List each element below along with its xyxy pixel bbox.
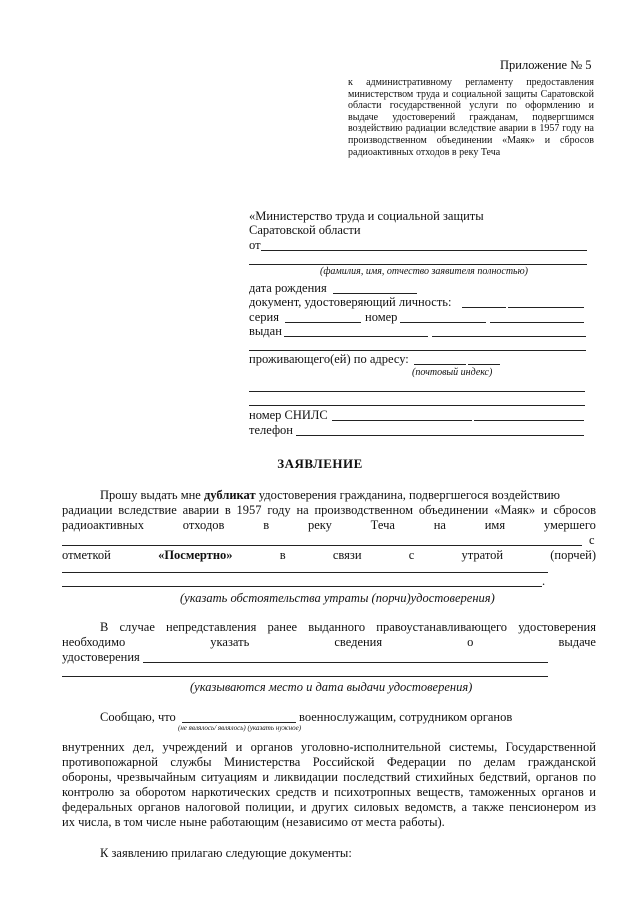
- series-label: серия: [249, 310, 279, 324]
- word: отходов: [182, 518, 225, 532]
- notify-start: Сообщаю, что: [100, 710, 176, 724]
- prior-line-2: [62, 635, 596, 650]
- request-line-5: [62, 548, 596, 563]
- word: умершего: [543, 518, 596, 532]
- name-blank-1[interactable]: [261, 250, 587, 251]
- addressee-line-2: Саратовской области: [249, 223, 361, 237]
- word: указать: [210, 635, 250, 649]
- loss-circumstances-field-1[interactable]: [62, 572, 548, 573]
- loss-hint: (указать обстоятельства утраты (порчи)удостоверения): [180, 591, 495, 605]
- c-word: с: [589, 533, 595, 547]
- status-field[interactable]: [182, 722, 296, 723]
- word: в: [279, 548, 286, 562]
- word: связи: [332, 548, 362, 562]
- request-line-1: [100, 488, 560, 503]
- word: утратой: [461, 548, 504, 562]
- postal-index-field-1[interactable]: [414, 364, 466, 365]
- postal-index-hint: (почтовый индекс): [412, 367, 493, 378]
- notify-line-1: внутренних дел, учреждений и органов уголовно-исполнительной системы, Государственной: [62, 740, 596, 754]
- document-title: ЗАЯВЛЕНИЕ: [277, 456, 363, 471]
- issued-label: выдан: [249, 324, 282, 338]
- posthumous-mark: «Посмертно»: [158, 548, 233, 562]
- issuance-info-field-2[interactable]: [62, 676, 548, 677]
- issued-field-2[interactable]: [432, 336, 586, 337]
- from-label: от: [249, 238, 261, 252]
- word: о: [467, 635, 474, 649]
- issuance-hint: (указываются место и дата выдачи удостоверения): [190, 680, 473, 694]
- birth-date-field[interactable]: [333, 293, 417, 294]
- snils-field-2[interactable]: [474, 420, 584, 421]
- name-hint: (фамилия, имя, отчество заявителя полностью): [320, 266, 528, 277]
- name-blank-2[interactable]: [249, 264, 587, 265]
- word: реку: [307, 518, 332, 532]
- notify-line-6: их числа, в том числе ныне работающим (независимо от места работы).: [62, 815, 445, 829]
- word: на: [433, 518, 446, 532]
- duplicate-word: дубликат: [203, 488, 256, 502]
- appendix-title: Приложение № 5: [500, 58, 592, 72]
- prior-line-1: В случае непредставления ранее выданного правоустанавливающего удостоверения: [100, 620, 596, 634]
- word: радиоактивных: [62, 518, 144, 532]
- request-line-2: радиации вследствие аварии в 1957 году на производственном объединении «Маяк» и сбросов: [62, 503, 596, 517]
- id-document-label: документ, удостоверяющий личность:: [249, 295, 452, 309]
- notify-end: военнослужащим, сотрудником органов: [299, 710, 513, 724]
- snils-field-1[interactable]: [332, 420, 472, 421]
- notify-line-3: обороны, чрезвычайным ситуациям и ликвидации последствий стихийных бедствий, органов по: [62, 770, 596, 784]
- word: выдаче: [558, 635, 596, 649]
- phone-field[interactable]: [296, 435, 584, 436]
- address-field-2[interactable]: [249, 405, 585, 406]
- issuance-info-field-1[interactable]: [143, 662, 548, 663]
- deceased-name-field[interactable]: [62, 545, 582, 546]
- id-document-field-2[interactable]: [508, 307, 584, 308]
- postal-index-field-2[interactable]: [468, 364, 500, 365]
- issued-field-1[interactable]: [284, 336, 428, 337]
- prior-line-3: удостоверения: [62, 650, 140, 664]
- request-line-3: [62, 518, 596, 533]
- notify-line-5: федеральных органов налоговой полиции, и других силовых ведомств, а также пенсионером из: [62, 800, 596, 814]
- number-field-1[interactable]: [400, 322, 486, 323]
- series-field[interactable]: [285, 322, 361, 323]
- notify-line-2: противопожарной службы Министерства Российской Федерации по делам гражданской: [62, 755, 596, 769]
- word: Теча: [370, 518, 395, 532]
- word: отметкой: [62, 548, 111, 562]
- word: необходимо: [62, 635, 126, 649]
- number-field-2[interactable]: [490, 322, 584, 323]
- word: с: [408, 548, 415, 562]
- attachments-label: К заявлению прилагаю следующие документы:: [100, 846, 352, 860]
- period: .: [542, 574, 546, 588]
- request-text-start: Прошу выдать мне: [100, 488, 201, 502]
- word: (порчей): [550, 548, 596, 562]
- birth-date-label: дата рождения: [249, 281, 327, 295]
- number-label: номер: [365, 310, 398, 324]
- phone-label: телефон: [249, 423, 293, 437]
- appendix-text: к административному регламенту предоставления министерством труда и социальной защиты Саратовской области государственной услуги по оформлению и выдаче удостоверений гражданам, подвергшимся воздействию радиации вследствие аварии в 1957 году на производственном объединении «Маяк» и сбросов радиоактивных отходов в реку Теча: [348, 77, 594, 158]
- loss-circumstances-field-2[interactable]: [62, 586, 542, 587]
- addressee-line-1: «Министерство труда и социальной защиты: [249, 209, 484, 223]
- word: сведения: [334, 635, 383, 649]
- id-document-field-1[interactable]: [462, 307, 506, 308]
- status-hint: (не являлось/ являлось) (указать нужное): [178, 724, 302, 732]
- word: в: [263, 518, 270, 532]
- request-text-end: удостоверения гражданина, подвергшегося воздействию: [258, 488, 560, 502]
- snils-label: номер СНИЛС: [249, 408, 328, 422]
- address-field-1[interactable]: [249, 391, 585, 392]
- issued-field-3[interactable]: [249, 350, 586, 351]
- address-label: проживающего(ей) по адресу:: [249, 352, 409, 366]
- notify-line-4: контролю за оборотом наркотических средств и психотропных веществ, таможенных органов и: [62, 785, 596, 799]
- word: имя: [484, 518, 506, 532]
